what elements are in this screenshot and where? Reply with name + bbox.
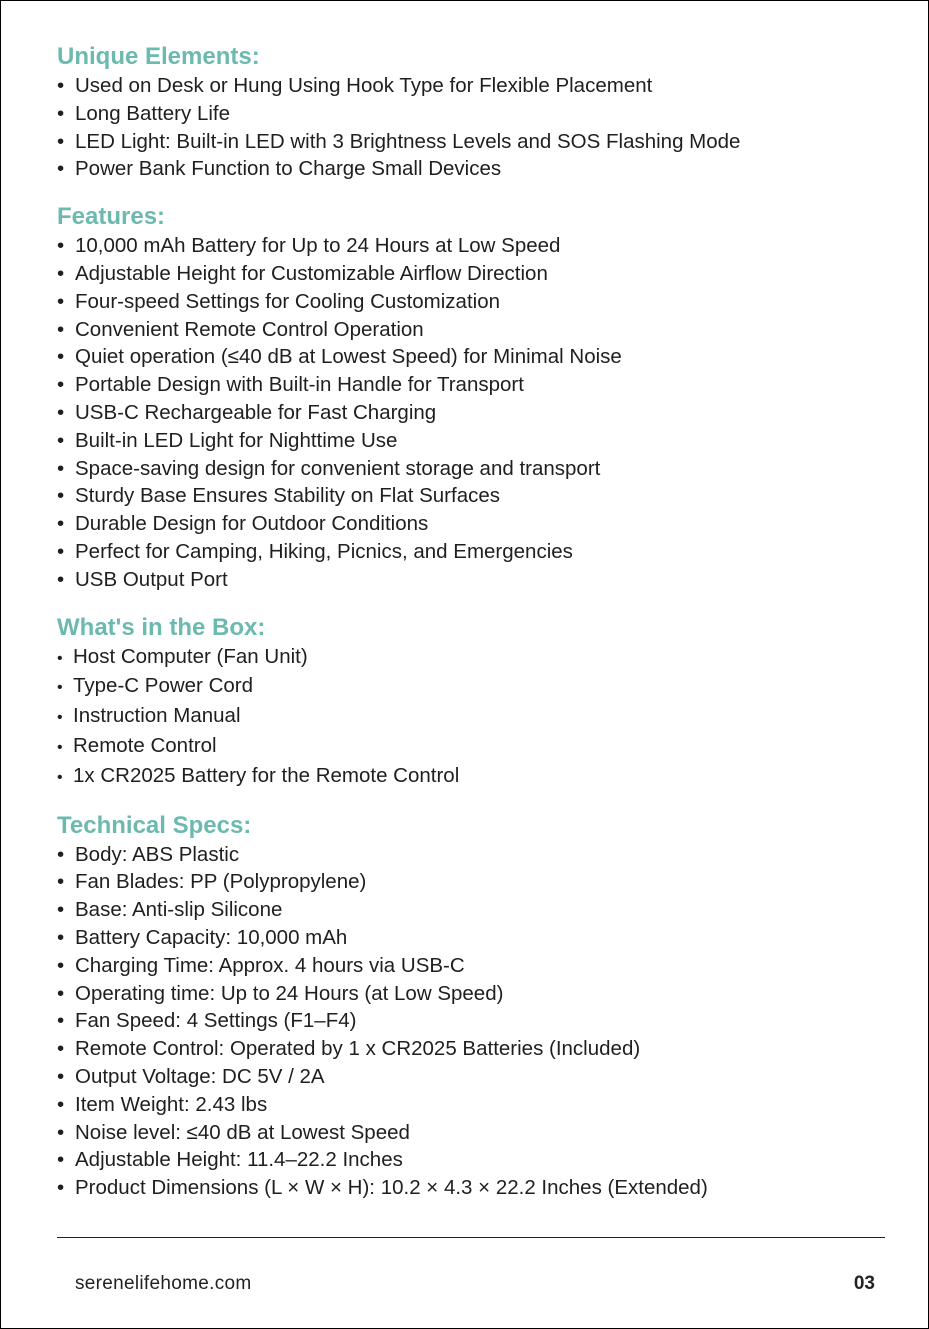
bullet-icon: • xyxy=(57,400,65,424)
list-item xyxy=(57,762,887,792)
list-item xyxy=(57,427,887,455)
list-item xyxy=(57,371,887,399)
list-item-text: USB Output Port xyxy=(75,567,228,591)
list-item-text: LED Light: Built-in LED with 3 Brightness Levels and SOS Flashing Mode xyxy=(75,129,741,153)
list-item-text: Noise level: ≤40 dB at Lowest Speed xyxy=(75,1120,410,1144)
list-item-text: Body: ABS Plastic xyxy=(75,842,240,866)
list-item-text: Product Dimensions (L × W × H): 10.2 × 4.3 × 22.2 Inches (Extended) xyxy=(75,1176,708,1200)
section-unique-elements xyxy=(57,41,887,183)
list-item xyxy=(57,1063,887,1091)
bullet-icon: • xyxy=(57,768,63,786)
list-item-text: Perfect for Camping, Hiking, Picnics, and Emergencies xyxy=(75,539,573,563)
item-list xyxy=(57,72,887,183)
list-item-text: USB-C Rechargeable for Fast Charging xyxy=(75,400,437,424)
page-content xyxy=(57,41,887,1220)
bullet-icon: • xyxy=(57,317,65,341)
bullet-icon: • xyxy=(57,1009,65,1033)
footer-website: serenelifehome.com xyxy=(75,1273,252,1294)
list-item-text: Adjustable Height: 11.4–22.2 Inches xyxy=(75,1148,403,1172)
list-item xyxy=(57,288,887,316)
list-item-text: Fan Speed: 4 Settings (F1–F4) xyxy=(75,1009,357,1033)
list-item-text: Item Weight: 2.43 lbs xyxy=(75,1092,268,1116)
list-item xyxy=(57,1146,887,1174)
list-item xyxy=(57,924,887,952)
bullet-icon: • xyxy=(57,289,65,313)
list-item xyxy=(57,732,887,762)
list-item-text: 1x CR2025 Battery for the Remote Control xyxy=(73,763,460,787)
bullet-icon: • xyxy=(57,74,65,97)
list-item-text: Portable Design with Built-in Handle for Transport xyxy=(75,373,524,397)
bullet-icon: • xyxy=(57,129,65,153)
list-item xyxy=(57,510,887,538)
list-item xyxy=(57,672,887,702)
list-item xyxy=(57,455,887,483)
list-item xyxy=(57,643,887,673)
list-item-text: Remote Control xyxy=(73,733,217,757)
item-list xyxy=(57,643,887,792)
item-list xyxy=(57,841,887,1202)
bullet-icon: • xyxy=(57,101,65,125)
list-item xyxy=(57,538,887,566)
bullet-icon: • xyxy=(57,679,63,697)
list-item-text: Long Battery Life xyxy=(75,101,230,125)
bullet-icon: • xyxy=(57,512,65,536)
bullet-icon: • xyxy=(57,373,65,397)
section-heading: What's in the Box: xyxy=(57,613,266,641)
list-item-text: Four-speed Settings for Cooling Customization xyxy=(75,289,501,313)
list-item-text: Used on Desk or Hung Using Hook Type for Flexible Placement xyxy=(75,74,653,97)
list-item xyxy=(57,260,887,288)
list-item xyxy=(57,896,887,924)
section-heading: Technical Specs: xyxy=(57,811,252,839)
section-features xyxy=(57,201,887,593)
list-item-text: Host Computer (Fan Unit) xyxy=(73,644,308,668)
list-item xyxy=(57,841,887,869)
bullet-icon: • xyxy=(57,870,65,894)
list-item-text: Convenient Remote Control Operation xyxy=(75,317,424,341)
list-item-text: 10,000 mAh Battery for Up to 24 Hours at Low Speed xyxy=(75,234,561,258)
bullet-icon: • xyxy=(57,345,65,369)
list-item-text: Operating time: Up to 24 Hours (at Low Speed) xyxy=(75,981,504,1005)
footer-divider xyxy=(57,1237,885,1238)
bullet-icon: • xyxy=(57,1176,65,1200)
bullet-icon: • xyxy=(57,842,65,866)
bullet-icon: • xyxy=(57,428,65,452)
list-item-text: Built-in LED Light for Nighttime Use xyxy=(75,428,398,452)
list-item xyxy=(57,1119,887,1147)
list-item xyxy=(57,952,887,980)
bullet-icon: • xyxy=(57,484,65,508)
bullet-icon: • xyxy=(57,1120,65,1144)
bullet-icon: • xyxy=(57,1064,65,1088)
section-whats-in-the-box xyxy=(57,612,887,792)
list-item xyxy=(57,232,887,260)
list-item xyxy=(57,980,887,1008)
bullet-icon: • xyxy=(57,738,63,756)
section-technical-specs xyxy=(57,810,887,1202)
bullet-icon: • xyxy=(57,234,65,258)
bullet-icon: • xyxy=(57,898,65,922)
list-item-text: Remote Control: Operated by 1 x CR2025 Batteries (Included) xyxy=(75,1037,641,1061)
list-item xyxy=(57,128,887,156)
bullet-icon: • xyxy=(57,709,63,727)
list-item xyxy=(57,1091,887,1119)
bullet-icon: • xyxy=(57,157,65,181)
item-list xyxy=(57,232,887,593)
bullet-icon: • xyxy=(57,539,65,563)
list-item-text: Instruction Manual xyxy=(73,704,241,728)
list-item-text: Base: Anti-slip Silicone xyxy=(75,898,283,922)
list-item xyxy=(57,343,887,371)
list-item-text: Sturdy Base Ensures Stability on Flat Surfaces xyxy=(75,484,501,508)
list-item xyxy=(57,566,887,594)
list-item xyxy=(57,1007,887,1035)
bullet-icon: • xyxy=(57,1148,65,1172)
bullet-icon: • xyxy=(57,649,63,667)
list-item-text: Type-C Power Cord xyxy=(73,674,254,698)
section-heading: Unique Elements: xyxy=(57,43,260,70)
page-number: 03 xyxy=(853,1273,875,1294)
list-item-text: Power Bank Function to Charge Small Devices xyxy=(75,157,502,181)
list-item-text: Adjustable Height for Customizable Airflow Direction xyxy=(75,261,548,285)
list-item xyxy=(57,482,887,510)
list-item xyxy=(57,72,887,100)
list-item-text: Output Voltage: DC 5V / 2A xyxy=(75,1064,325,1088)
bullet-icon: • xyxy=(57,1092,65,1116)
bullet-icon: • xyxy=(57,981,65,1005)
list-item xyxy=(57,702,887,732)
list-item xyxy=(57,1174,887,1202)
list-item xyxy=(57,868,887,896)
list-item xyxy=(57,100,887,128)
bullet-icon: • xyxy=(57,567,65,591)
list-item-text: Fan Blades: PP (Polypropylene) xyxy=(75,870,367,894)
bullet-icon: • xyxy=(57,953,65,977)
list-item-text: Space-saving design for convenient storage and transport xyxy=(75,456,601,480)
list-item xyxy=(57,399,887,427)
list-item xyxy=(57,155,887,183)
section-heading: Features: xyxy=(57,203,166,231)
list-item xyxy=(57,316,887,344)
list-item-text: Battery Capacity: 10,000 mAh xyxy=(75,925,348,949)
bullet-icon: • xyxy=(57,1037,65,1061)
bullet-icon: • xyxy=(57,925,65,949)
list-item-text: Quiet operation (≤40 dB at Lowest Speed) for Minimal Noise xyxy=(75,345,622,369)
list-item xyxy=(57,1035,887,1063)
list-item-text: Durable Design for Outdoor Conditions xyxy=(75,512,429,536)
bullet-icon: • xyxy=(57,261,65,285)
bullet-icon: • xyxy=(57,456,65,480)
list-item-text: Charging Time: Approx. 4 hours via USB-C xyxy=(75,953,465,977)
